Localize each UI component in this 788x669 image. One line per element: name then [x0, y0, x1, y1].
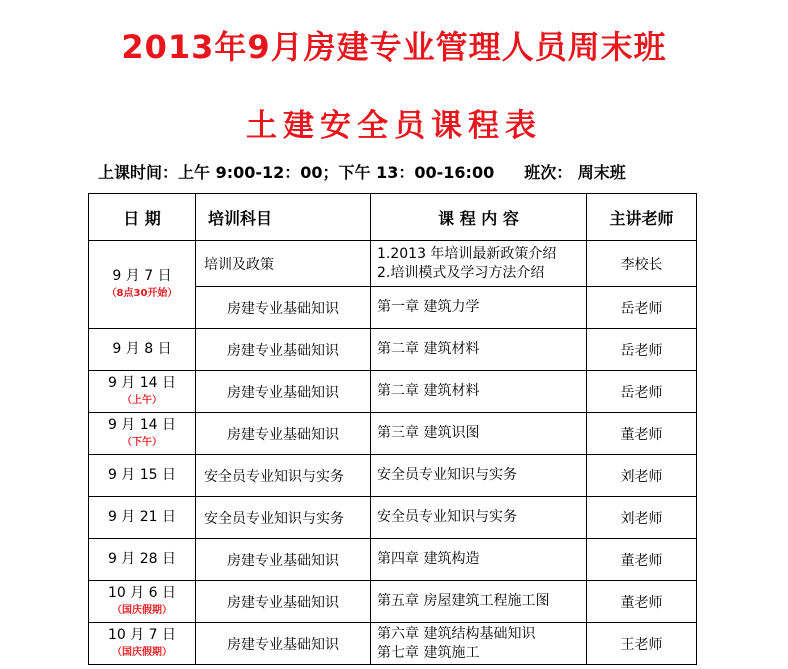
content-cell: 安全员专业知识与实务	[371, 455, 587, 497]
teacher-cell: 李校长	[587, 241, 697, 287]
subject-cell: 房建专业基础知识	[196, 329, 371, 371]
teacher-cell: 董老师	[587, 581, 697, 623]
subject-cell: 房建专业基础知识	[196, 413, 371, 455]
teacher-cell: 董老师	[587, 539, 697, 581]
page-subtitle: 土建安全员课程表	[246, 108, 542, 144]
table-row	[89, 329, 697, 371]
content-line: 第七章 建筑施工	[377, 644, 480, 661]
teacher-cell: 岳老师	[587, 371, 697, 413]
subject-cell: 培训及政策	[196, 241, 371, 287]
teacher-cell: 岳老师	[587, 287, 697, 329]
subject-cell: 房建专业基础知识	[196, 623, 371, 665]
content-cell: 第五章 房屋建筑工程施工图	[371, 581, 587, 623]
teacher-cell: 董老师	[587, 413, 697, 455]
table-row	[89, 539, 697, 581]
page-title: 2013年9月房建专业管理人员周末班	[121, 28, 667, 66]
date-text: 9 月 8 日	[112, 341, 172, 357]
teacher-cell: 王老师	[587, 623, 697, 665]
course-schedule-table	[88, 193, 697, 665]
table-row	[89, 581, 697, 623]
content-cell: 第一章 建筑力学	[371, 287, 587, 329]
table-row	[89, 497, 697, 539]
subject-cell: 安全员专业知识与实务	[196, 497, 371, 539]
subject-cell: 房建专业基础知识	[196, 287, 371, 329]
content-cell: 第三章 建筑识图	[371, 413, 587, 455]
date-text: 9 月 15 日	[107, 467, 177, 483]
date-note: （上午）	[122, 394, 162, 406]
content-cell: 第二章 建筑材料	[371, 371, 587, 413]
table-row	[89, 241, 697, 287]
teacher-cell: 岳老师	[587, 329, 697, 371]
date-cell	[89, 581, 196, 623]
date-text: 9 月 21 日	[107, 509, 177, 525]
date-cell	[89, 241, 196, 329]
header-teacher: 主讲老师	[587, 194, 697, 241]
schedule-line	[98, 160, 626, 183]
content-cell: 第二章 建筑材料	[371, 329, 587, 371]
date-cell	[89, 413, 196, 455]
class-time: 上课时间：上午 9:00-12：00；下午 13：00-16:00	[98, 163, 495, 182]
header-date: 日 期	[89, 194, 196, 241]
content-line: 1.2013 年培训最新政策介绍	[377, 245, 557, 262]
date-note: （国庆假期）	[112, 604, 172, 616]
date-cell	[89, 497, 196, 539]
header-content: 课 程 内 容	[371, 194, 587, 241]
date-cell	[89, 623, 196, 665]
date-cell	[89, 539, 196, 581]
content-cell	[371, 241, 587, 287]
subject-cell: 房建专业基础知识	[196, 371, 371, 413]
date-text: 9 月 28 日	[107, 551, 177, 567]
teacher-cell: 刘老师	[587, 497, 697, 539]
date-cell	[89, 455, 196, 497]
content-line: 2.培训模式及学习方法介绍	[377, 264, 545, 281]
date-text: 10 月 6 日	[107, 584, 177, 601]
date-note: （国庆假期）	[112, 646, 172, 658]
table-header-row	[89, 194, 697, 241]
header-subject: 培训科目	[196, 194, 371, 241]
date-note: （8点30开始）	[106, 287, 178, 299]
content-cell	[371, 623, 587, 665]
table-row	[89, 623, 697, 665]
date-note: （下午）	[122, 436, 162, 448]
subject-cell: 安全员专业知识与实务	[196, 455, 371, 497]
subject-cell: 房建专业基础知识	[196, 581, 371, 623]
table-row	[89, 371, 697, 413]
teacher-cell: 刘老师	[587, 455, 697, 497]
table-row	[89, 413, 697, 455]
content-cell: 安全员专业知识与实务	[371, 497, 587, 539]
class-type: 班次： 周末班	[524, 163, 626, 182]
date-text: 9 月 14 日	[107, 374, 177, 391]
date-text: 9 月 14 日	[107, 416, 177, 433]
date-cell	[89, 371, 196, 413]
date-cell	[89, 329, 196, 371]
date-text: 9 月 7 日	[112, 267, 172, 284]
date-text: 10 月 7 日	[107, 626, 177, 643]
content-cell: 第四章 建筑构造	[371, 539, 587, 581]
table-row	[89, 455, 697, 497]
subject-cell: 房建专业基础知识	[196, 539, 371, 581]
content-line: 第六章 建筑结构基础知识	[377, 625, 536, 642]
